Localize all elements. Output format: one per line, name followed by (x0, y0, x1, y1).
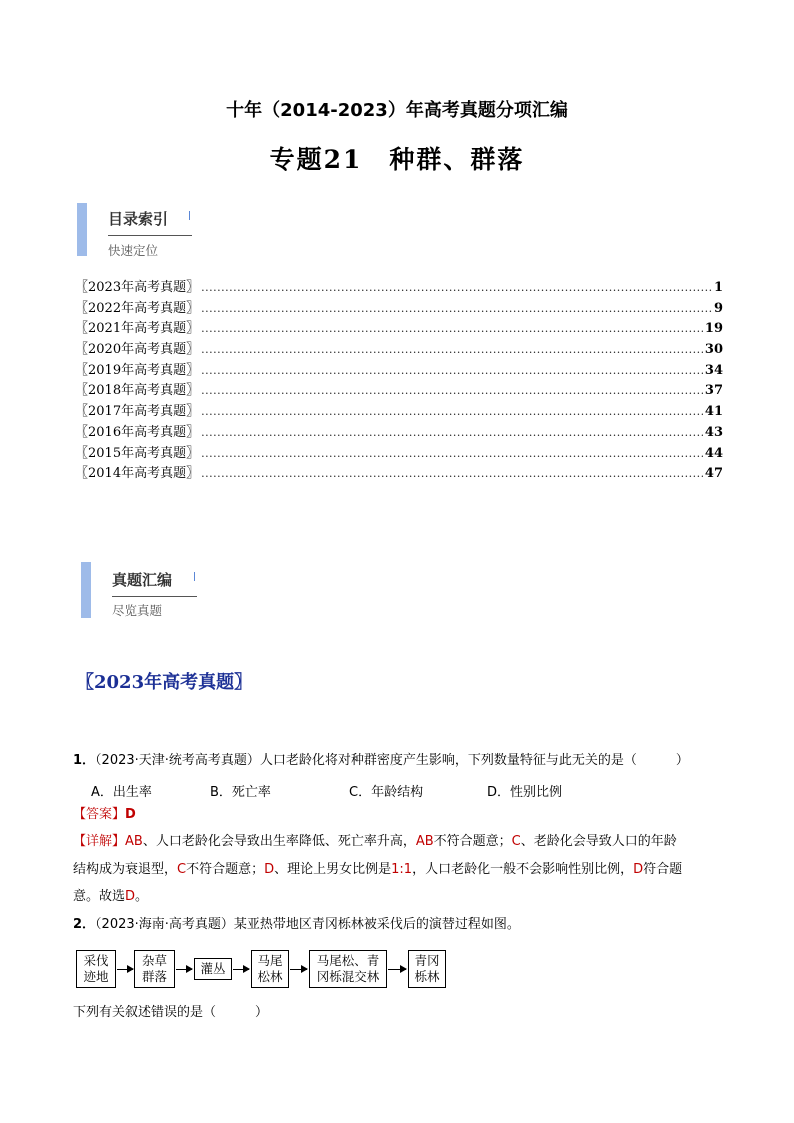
toc-label: 〖2016年高考真题〗 (75, 424, 200, 440)
flow-box-weed-community (134, 950, 175, 988)
toc-page: 43 (704, 424, 723, 440)
section-bar (77, 203, 87, 256)
explanation-line-2 (73, 857, 733, 883)
flow-box-text: 松林 (257, 969, 283, 984)
option-b: B．死亡率 (210, 785, 271, 800)
flow-arrow (233, 969, 249, 970)
explanation-text: 、老龄化会导致人口的年龄 (520, 834, 677, 849)
toc-entry[interactable] (75, 400, 723, 421)
question-2-stem (73, 912, 733, 938)
toc-leader (201, 405, 703, 418)
toc-section-heading: 目录索引 (108, 210, 169, 228)
toc-leader (201, 281, 712, 294)
explanation-text: D (125, 889, 136, 904)
explanation-text: ，人口老龄化一般不会影响性别比例， (412, 862, 634, 877)
toc-label: 〖2022年高考真题〗 (75, 300, 200, 316)
section-divider (108, 235, 192, 236)
toc-page: 9 (713, 300, 723, 316)
document-title: 十年（2014-2023）年高考真题分项汇编 (226, 100, 568, 121)
toc-label: 〖2018年高考真题〗 (75, 383, 200, 399)
questions-section-heading: 真题汇编 (112, 571, 173, 589)
explanation-text: D (264, 862, 275, 877)
toc-entry[interactable] (75, 359, 723, 380)
toc-page: 19 (704, 321, 723, 337)
toc-leader (201, 364, 703, 377)
explanation-text: C (511, 834, 521, 849)
explanation-text: AB (415, 834, 434, 849)
flow-box-text: 马尾 (257, 953, 283, 968)
explanation-text: 、人口老龄化会导致出生率降低、死亡率升高， (142, 834, 416, 849)
toc-entry[interactable] (75, 297, 723, 318)
flow-box-mixed-forest (309, 950, 387, 988)
explanation-label: 【详解】 (73, 834, 126, 849)
toc-leader (201, 343, 703, 356)
toc-leader (201, 302, 712, 315)
toc-label: 〖2015年高考真题〗 (75, 445, 200, 461)
toc-entry[interactable] (75, 317, 723, 338)
toc-page: 34 (704, 362, 723, 378)
option-c: C．年龄结构 (349, 785, 424, 800)
answer-value: D (125, 807, 136, 822)
explanation-line-3 (73, 884, 148, 910)
flow-box-text: 群落 (141, 969, 167, 984)
topic-title: 专题21 种群、群落 (269, 145, 525, 174)
toc-label: 〖2017年高考真题〗 (75, 404, 200, 420)
flow-box-text: 马尾松、青 (316, 953, 380, 968)
toc-section-subtitle: 快速定位 (108, 243, 159, 258)
section-bar (81, 562, 91, 618)
answer-label: 【答案】 (73, 807, 126, 822)
explanation-text: 结构成为衰退型， (73, 862, 178, 877)
flow-box-text: 冈栎混交林 (316, 969, 380, 984)
section-divider (112, 596, 197, 597)
flow-box-shrubland (194, 958, 232, 980)
toc-leader (201, 467, 703, 480)
section-tick (194, 572, 195, 581)
flow-box-oak-forest (408, 950, 446, 988)
flow-box-text: 灌丛 (200, 961, 226, 976)
question-source: （2023·天津·统考高考真题） (95, 753, 260, 768)
option-a: A．出生率 (91, 785, 152, 800)
toc-leader (201, 426, 703, 439)
question-number: 2． (73, 917, 96, 932)
question-number: 1． (73, 753, 96, 768)
toc-label: 〖2021年高考真题〗 (75, 321, 200, 337)
flow-arrow (388, 969, 406, 970)
flow-arrow (290, 969, 307, 970)
option-d: D．性别比例 (487, 785, 563, 800)
toc-label: 〖2019年高考真题〗 (75, 362, 200, 378)
explanation-text: 意。故选 (73, 889, 126, 904)
question-2-followup: 下列有关叙述错误的是（ ） (73, 1005, 269, 1020)
explanation-line-1 (73, 829, 733, 855)
toc-label: 〖2014年高考真题〗 (75, 466, 200, 482)
answer-line (73, 802, 136, 828)
explanation-text: 、理论上男女比例是 (274, 862, 392, 877)
toc-entry[interactable] (75, 462, 723, 483)
explanation-text: 。 (135, 889, 149, 904)
toc-leader (201, 447, 703, 460)
explanation-text: 不符合题意； (186, 862, 265, 877)
toc-page: 44 (704, 445, 723, 461)
toc-page: 41 (704, 404, 723, 420)
question-source: （2023·海南·高考真题） (95, 917, 234, 932)
toc-page: 1 (713, 280, 723, 295)
toc-label: 〖2023年高考真题〗 (75, 280, 200, 295)
toc-page: 37 (704, 383, 723, 399)
toc-entry[interactable] (75, 379, 723, 400)
section-tick (189, 211, 190, 220)
flow-arrow (176, 969, 192, 970)
toc-leader (201, 384, 703, 397)
toc-leader (201, 322, 703, 335)
toc-label: 〖2020年高考真题〗 (75, 342, 200, 358)
explanation-text: 符合题 (643, 862, 683, 877)
toc-page: 47 (704, 466, 723, 482)
question-text: 人口老龄化将对种群密度产生影响，下列数量特征与此无关的是（ ） (259, 753, 689, 768)
toc-entry[interactable] (75, 276, 723, 297)
flow-box-logging-site (76, 950, 116, 988)
toc-page: 30 (704, 342, 723, 358)
flow-box-pine-forest (251, 950, 289, 988)
flow-box-text: 杂草 (141, 953, 167, 968)
table-of-contents (75, 276, 723, 483)
flow-box-text: 迹地 (83, 969, 109, 984)
explanation-text: D (633, 862, 644, 877)
toc-entry[interactable] (75, 442, 723, 463)
questions-section-subtitle: 尽览真题 (112, 603, 163, 618)
toc-entry[interactable] (75, 338, 723, 359)
flow-arrow (117, 969, 133, 970)
explanation-text: 不符合题意； (433, 834, 512, 849)
toc-entry[interactable] (75, 421, 723, 442)
explanation-text: AB (125, 834, 143, 849)
explanation-text: 1:1 (391, 862, 413, 877)
question-1-stem (73, 748, 733, 774)
flow-box-text: 采伐 (83, 953, 109, 968)
flow-box-text: 青冈 (414, 953, 440, 968)
year-heading: 〖2023年高考真题〗 (76, 672, 253, 693)
explanation-text: C (177, 862, 187, 877)
flow-box-text: 栎林 (414, 969, 440, 984)
question-text: 某亚热带地区青冈栎林被采伐后的演替过程如图。 (233, 917, 520, 932)
